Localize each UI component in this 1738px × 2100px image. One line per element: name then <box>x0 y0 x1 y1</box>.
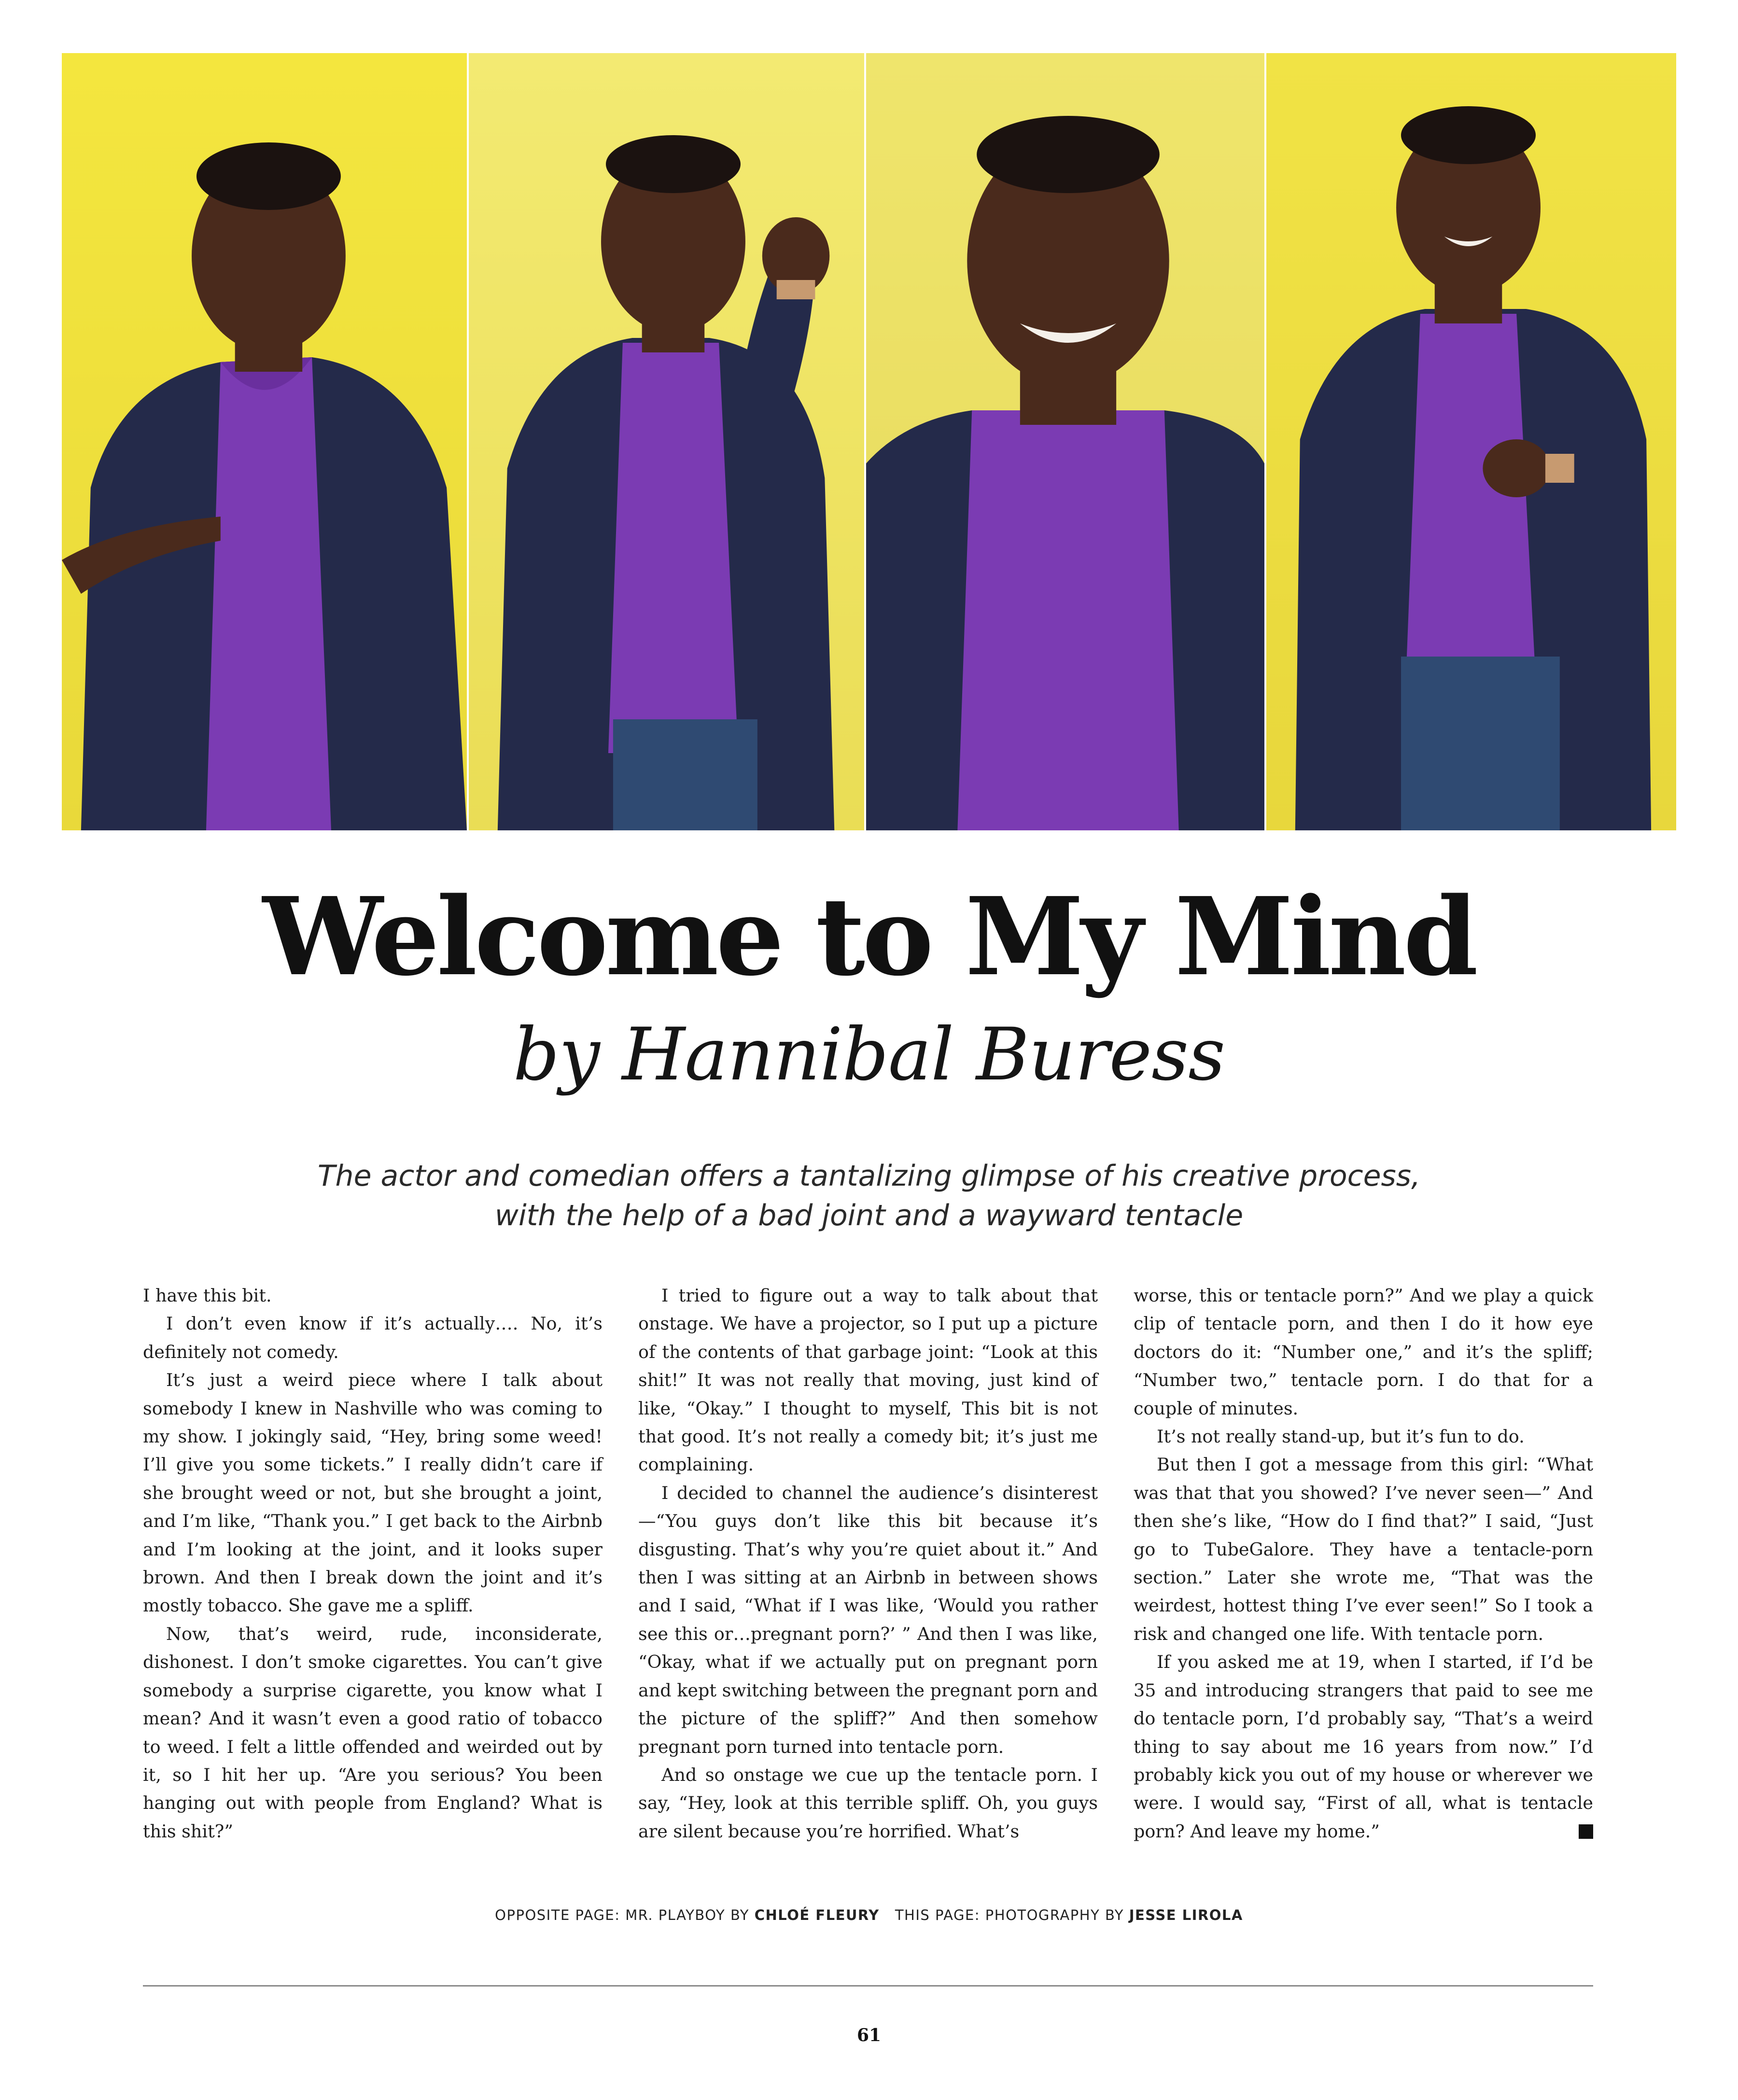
deck-line-1: The actor and comedian offers a tantalizing glimpse of his creative process, <box>317 1159 1421 1193</box>
paragraph: worse, this or tentacle porn?” And we play a quick clip of tentacle porn, and then I do it how eye doctors do it: “Number one,” and it’s the spliff; “Number two,” tentacle porn. I do that for a couple of minutes. <box>1134 1285 1593 1419</box>
text-column-2 <box>638 1282 1098 1924</box>
photo-strip <box>62 53 1676 830</box>
paragraph <box>1134 1648 1593 1846</box>
portrait-photo-4 <box>1264 53 1676 830</box>
portrait-photo-3 <box>864 53 1264 830</box>
portrait-illustration-2 <box>469 53 864 830</box>
credit-prefix-2: THIS PAGE: PHOTOGRAPHY BY <box>895 1907 1124 1923</box>
portrait-photo-2 <box>467 53 864 830</box>
portrait-illustration-1 <box>62 53 467 830</box>
paragraph: And so onstage we cue up the tentacle porn. I say, “Hey, look at this terrible spliff. Oh, you guys are silent because you’re horrified. What’s <box>638 1764 1098 1842</box>
paragraph: Now, that’s weird, rude, inconsiderate, dishonest. I don’t smoke cigarettes. You can’t give somebody a surprise cigarette, you know what I mean? And it wasn’t even a good ratio of tobacco to weed. I felt a little offended and weirded out by it, so I hit her up. “Are you serious? You been hanging out with people from England? What is this shit?” <box>143 1623 603 1842</box>
end-mark-icon <box>1579 1824 1593 1839</box>
paragraph: It’s not really stand-up, but it’s fun to do. <box>1157 1426 1525 1447</box>
text-column-1 <box>143 1282 603 1924</box>
article-deck <box>0 1156 1738 1235</box>
text-column-3 <box>1134 1282 1593 1924</box>
credit-prefix-1: OPPOSITE PAGE: MR. PLAYBOY BY <box>495 1907 749 1923</box>
photo-credits <box>0 1907 1738 1923</box>
credit-name-2: JESSE LIROLA <box>1129 1907 1243 1923</box>
credit-name-1: CHLOÉ FLEURY <box>754 1907 880 1923</box>
portrait-illustration-3 <box>866 53 1264 830</box>
portrait-photo-1 <box>62 53 467 830</box>
page-number: 61 <box>856 2025 882 2045</box>
footer-divider <box>143 1985 1593 1987</box>
author-byline: by Hannibal Buress <box>513 1013 1225 1097</box>
article-title: Welcome to My Mind <box>262 874 1476 1000</box>
portrait-illustration-4 <box>1266 53 1676 830</box>
paragraph: It’s just a weird piece where I talk about somebody I knew in Nashville who was coming to my show. I jokingly said, “Hey, bring some weed! I’ll give you some tickets.” I really didn’t care if she brought weed or not, but she brought a joint, and I’m like, “Thank you.” I get back to the Airbnb and I’m looking at the joint, and it looks super brown. And then I break down the joint and it’s mostly tobacco. She gave me a spliff. <box>143 1370 603 1616</box>
paragraph: But then I got a message from this girl: “What was that that you showed? I’ve never seen—” And then she’s like, “How do I find that?” I said, “Just go to TubeGalore. They have a tentacle-porn section.” Later she wrote me, “That was the weirdest, hottest thing I’ve ever seen!” So I took a risk and changed one life. With tentacle porn. <box>1134 1454 1593 1644</box>
article-body <box>143 1282 1593 1924</box>
paragraph: I don’t even know if it’s actually…. No, it’s definitely not comedy. <box>143 1313 603 1362</box>
paragraph-text: If you asked me at 19, when I started, if I’d be 35 and introducing strangers that paid to see me do tentacle porn, I’d probably say, “That’s a weird thing to say about me 16 years from now.” I’d probably kick you out of my house or wherever we were. I would say, “First of all, what is tentacle porn? And leave my home.” <box>1134 1652 1593 1842</box>
paragraph: I have this bit. <box>143 1285 272 1306</box>
paragraph: I decided to channel the audience’s disinterest—“You guys don’t like this bit because it’s disgusting. That’s why you’re quiet about it.” And then I was sitting at an Airbnb in between shows and I said, “What if I was like, ‘Would you rather see this or…pregnant porn?’ ” And then I was like, “Okay, what if we actually put on pregnant porn and kept switching between the pregnant porn and the picture of the spliff?” And then somehow pregnant porn turned into tentacle porn. <box>638 1482 1098 1757</box>
paragraph: I tried to figure out a way to talk about that onstage. We have a projector, so I put up a picture of the contents of that garbage joint: “Look at this shit!” It was not really that moving, just kind of like, “Okay.” I thought to myself, This bit is not that good. It’s not really a comedy bit; it’s just me complaining. <box>638 1285 1098 1475</box>
deck-line-2: with the help of a bad joint and a wayward tentacle <box>494 1199 1244 1232</box>
